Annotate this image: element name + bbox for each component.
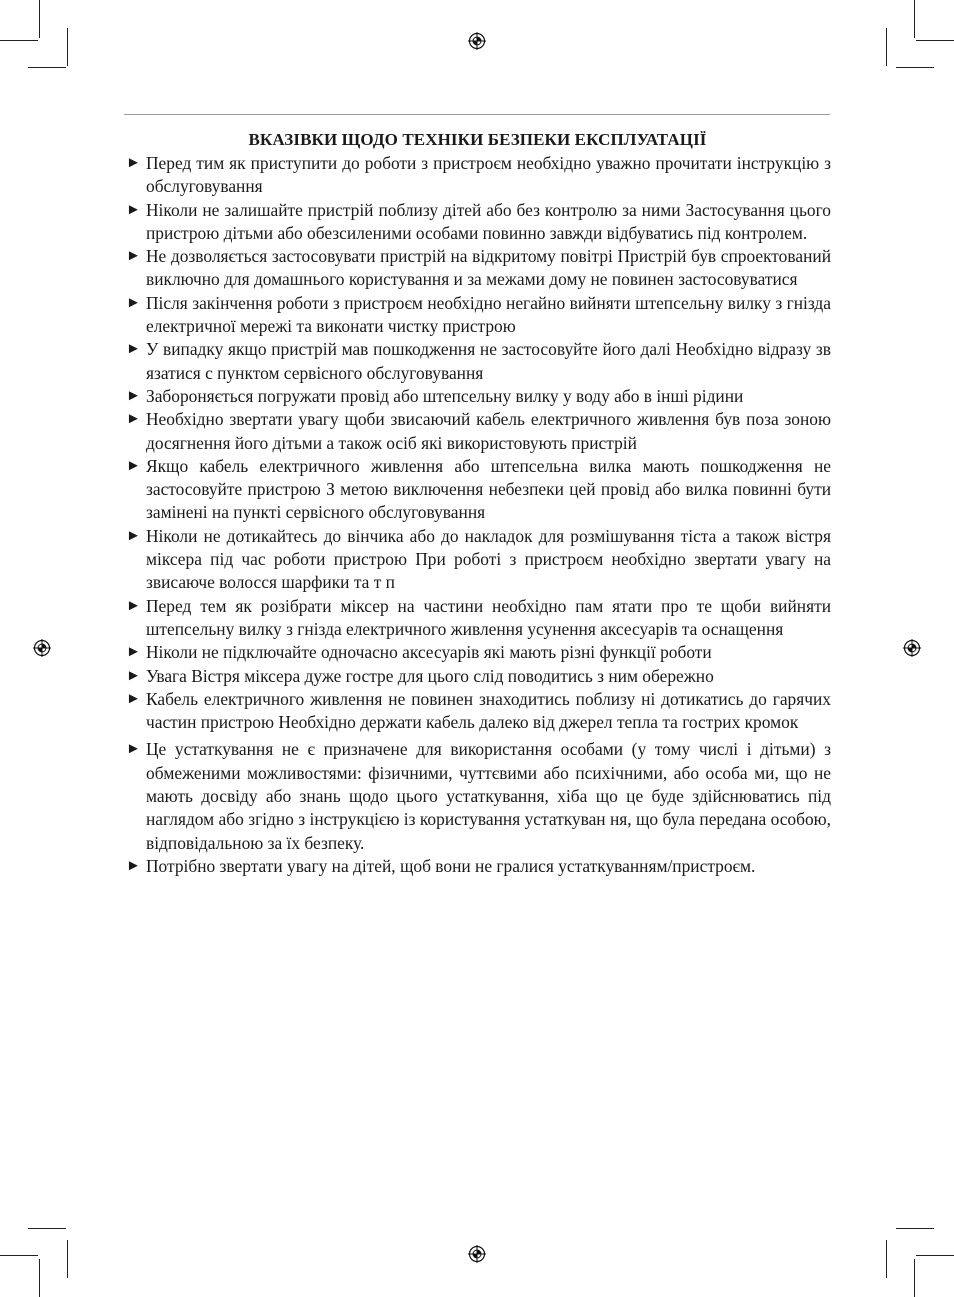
crop-mark [886,1240,887,1278]
bullet-arrow-icon: ► [126,387,141,404]
bullet-arrow-icon: ► [126,294,141,311]
registration-mark-icon [468,1245,486,1263]
list-item-text: Потрібно звертати увагу на дітей, щоб вони не гралися устаткуванням/пристроєм. [146,855,756,876]
list-item [124,525,831,595]
crop-mark [886,28,887,66]
list-item-text: Ніколи не залишайте пристрій поблизу дітей або без контролю за ними Застосування цього пристрою дітьми або обезсиленими особами повинно завжди відбуватись під контролем. [146,199,831,243]
list-item [124,245,831,292]
crop-mark [67,1240,68,1278]
crop-mark [0,40,38,41]
list-item-text: Перед тим як приступити до роботи з пристроєм необхідно уважно прочитати інструкцію з обслуговування [146,153,831,197]
list-item-text: Це устаткування не є призначене для використання особами (у тому числі і дітьми) з обмеженими можливостями: фізичними, чуттєвими або психічними, або особа ми, що не мають досвіду або знань щодо цього устаткування, хіба що це буде здійснюватись під наглядом або згідно з інструкцією із користування устаткуван ня, що була передана особою, відповідальною за їх безпеку. [146,739,831,853]
list-item-text: Ніколи не підключайте одночасно аксесуарів які мають різні функції роботи [146,642,712,663]
bullet-arrow-icon: ► [126,341,141,358]
crop-mark [0,1255,38,1256]
list-item [124,641,831,664]
crop-mark [39,0,40,38]
list-item [124,292,831,339]
list-item-text: Кабель електричного живлення не повинен знаходитись поблизу ні дотикатись до гарячих частин пристрою Необхідно держати кабель далеко від джерел тепла та гострих кромок [146,688,831,733]
crop-mark [28,67,66,68]
crop-mark [67,28,68,66]
crop-mark [896,1228,934,1229]
crop-mark [916,40,954,41]
crop-mark [896,67,934,68]
list-item-text: Ніколи не дотикайтесь до вінчика або до накладок для розмішування тіста а також вістря міксера під час роботи пристрою При роботі з пристроєм необхідно звертати увагу на звисаюче волосся шарфики та т п [146,525,831,593]
crop-mark [39,1259,40,1297]
list-item [124,385,831,408]
bullet-arrow-icon: ► [126,644,141,661]
list-item-text: У випадку якщо пристрій мав пошкодження не застосовуйте його далі Необхідно відразу зв язатися с пунктом сервісного обслуговування [146,339,831,383]
bullet-arrow-icon: ► [126,857,141,874]
bullet-arrow-icon: ► [126,201,141,218]
bullet-arrow-icon: ► [126,411,141,428]
list-item [124,408,831,455]
safety-instructions [124,128,831,878]
crop-mark [916,1255,954,1256]
registration-mark-icon [33,639,51,657]
list-item-text: Увага Вістря міксера дуже гостре для цього слід поводитись з ним обережно [146,665,714,686]
bullet-arrow-icon: ► [126,248,141,265]
list-item-text: Перед тем як розібрати міксер на частини необхідно пам ятати про те щоби вийняти штепсельну вилку з гнізда електричного живлення усунення аксесуарів та оснащення [146,595,831,639]
registration-mark-icon [468,32,486,50]
instruction-list [124,152,831,878]
crop-mark [914,1259,915,1297]
list-item-text: Якщо кабель електричного живлення або штепсельна вилка мають пошкодження не застосовуйте пристрою З метою виключення небезпеки цей провід або вилка повинні бути замінені на пункті сервісного обслуговування [146,455,831,523]
list-item [124,152,831,199]
list-item-text: Необхідно звертати увагу щоби звисаючий кабель електричного живлення був поза зоною досягнення його дітьми а також осіб які використовують пристрій [146,409,831,453]
bullet-arrow-icon: ► [126,741,141,758]
list-item-text: Після закінчення роботи з пристроєм необхідно негайно вийняти штепсельну вилку з гнізда електричної мережі та виконати чистку пристрою [146,292,831,337]
list-item [124,595,831,642]
list-item [124,855,831,878]
list-item [124,738,831,854]
list-item [124,665,831,688]
bullet-arrow-icon: ► [126,155,141,171]
crop-mark [914,0,915,38]
list-item [124,199,831,246]
bullet-arrow-icon: ► [126,690,141,707]
bullet-arrow-icon: ► [126,667,141,684]
list-item-text: Не дозволяється застосовувати пристрій на відкритому повітрі Пристрій був спроектований виключно для домашнього користування и за межами дому не повинен застосовуватися [146,246,831,290]
list-item [124,455,831,525]
registration-mark-icon [903,639,921,657]
bullet-arrow-icon: ► [126,527,141,544]
header-rule [124,114,830,115]
bullet-arrow-icon: ► [126,597,141,614]
page-title: ВКАЗІВКИ ЩОДО ТЕХНІКИ БЕЗПЕКИ ЕКСПЛУАТАЦІЇ [248,130,707,149]
crop-mark [28,1228,66,1229]
list-item [124,688,831,735]
list-item-text: Забороняється погружати провід або штепсельну вилку у воду або в інші рідини [146,385,744,406]
list-item [124,338,831,385]
bullet-arrow-icon: ► [126,457,141,474]
